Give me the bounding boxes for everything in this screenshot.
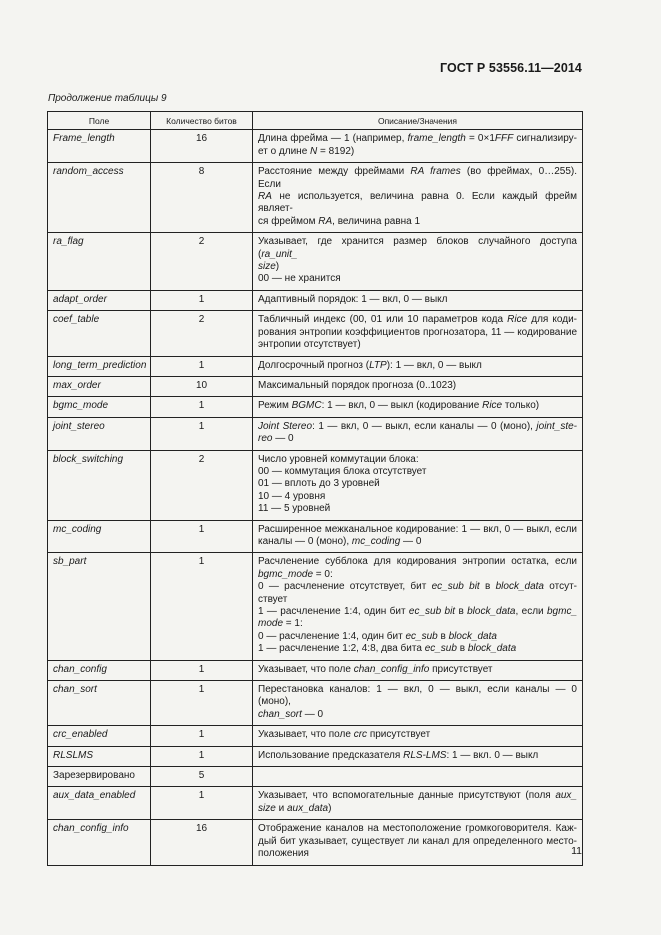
field-name-cell: chan_config xyxy=(48,660,151,680)
description-line: Долгосрочный прогноз (LTP): 1 — вкл, 0 — выкл xyxy=(258,359,482,371)
description-line: ся фреймом RA, величина равна 1 xyxy=(258,215,421,227)
field-name-cell: RLSLMS xyxy=(48,746,151,766)
field-name-cell: chan_sort xyxy=(48,681,151,726)
field-name-cell: chan_config_info xyxy=(48,820,151,865)
description-line: Расширенное межканальное кодирование: 1 — вкл, 0 — выкл, если xyxy=(258,523,577,535)
field-name-cell: sb_part xyxy=(48,553,151,660)
field-name-cell: bgmc_mode xyxy=(48,397,151,417)
table-continuation-caption: Продолжение таблицы 9 xyxy=(48,93,167,104)
bit-count-cell: 1 xyxy=(151,417,253,450)
description-cell xyxy=(253,553,583,660)
bit-count-cell: 16 xyxy=(151,820,253,865)
table-row xyxy=(48,746,583,766)
bitstream-fields-table xyxy=(47,111,583,866)
description-line: 10 — 4 уровня xyxy=(258,490,326,502)
bit-count-cell: 1 xyxy=(151,553,253,660)
table-row xyxy=(48,290,583,310)
field-name-cell: block_switching xyxy=(48,450,151,520)
description-line: 11 — 5 уровней xyxy=(258,503,331,515)
field-name-cell: Frame_length xyxy=(48,130,151,163)
description-line: Указывает, что вспомогательные данные присутствуют (поля aux_ xyxy=(258,790,577,802)
field-name-cell: crc_enabled xyxy=(48,726,151,746)
description-cell xyxy=(253,767,583,787)
description-line: Адаптивный порядок: 1 — вкл, 0 — выкл xyxy=(258,293,448,305)
bit-count-cell: 2 xyxy=(151,233,253,291)
bit-count-cell: 16 xyxy=(151,130,253,163)
description-line: ствует xyxy=(258,593,288,605)
bit-count-cell: 8 xyxy=(151,163,253,233)
field-name-cell: random_access xyxy=(48,163,151,233)
bit-count-cell: 1 xyxy=(151,746,253,766)
column-header-description: Описание/Значения xyxy=(253,112,583,130)
description-cell xyxy=(253,290,583,310)
bit-count-cell: 2 xyxy=(151,311,253,356)
bit-count-cell: 1 xyxy=(151,660,253,680)
column-header-field: Поле xyxy=(48,112,151,130)
description-line: ет о длине N = 8192) xyxy=(258,145,355,157)
bit-count-cell: 2 xyxy=(151,450,253,520)
field-name-cell: max_order xyxy=(48,376,151,396)
description-line: 1 — расчленение 1:2, 4:8, два бита ec_sub в block_data xyxy=(258,643,517,655)
description-cell xyxy=(253,417,583,450)
description-line: Перестановка каналов: 1 — вкл, 0 — выкл, если каналы — 0 (моно), xyxy=(258,684,577,708)
description-line: Указывает, что поле crc присутствует xyxy=(258,729,431,741)
bit-count-cell: 1 xyxy=(151,397,253,417)
table-row xyxy=(48,787,583,820)
description-line: 1 — расчленение 1:4, один бит ec_sub bit в block_data, если bgmc_ xyxy=(258,606,577,617)
bit-count-cell: 1 xyxy=(151,356,253,376)
bit-count-cell: 1 xyxy=(151,726,253,746)
field-name-cell: mc_coding xyxy=(48,520,151,553)
table-row xyxy=(48,726,583,746)
description-line: 00 — коммутация блока отсутствует xyxy=(258,465,427,477)
description-cell xyxy=(253,311,583,356)
description-cell xyxy=(253,397,583,417)
bit-count-cell: 1 xyxy=(151,290,253,310)
table-row xyxy=(48,520,583,553)
description-line: mode = 1: xyxy=(258,618,303,630)
description-line: size) xyxy=(258,261,280,273)
description-line: рования энтропии коэффициентов прогнозатора, 11 — кодирование xyxy=(258,326,577,338)
description-line: Отображение каналов на местоположение громкоговорителя. Каж- xyxy=(258,823,577,835)
description-line: Joint Stereo: 1 — вкл, 0 — выкл, если каналы — 0 (моно), joint_ste- xyxy=(258,420,577,432)
table-row xyxy=(48,767,583,787)
description-line: RA не используется, величина равна 0. Если каждый фрейм являет- xyxy=(258,191,577,215)
table-row xyxy=(48,820,583,865)
description-line: size и aux_data) xyxy=(258,802,332,814)
field-name-cell: aux_data_enabled xyxy=(48,787,151,820)
description-cell xyxy=(253,450,583,520)
description-cell xyxy=(253,681,583,726)
description-line: энтропии отсутствует) xyxy=(258,339,361,351)
description-line: Расстояние между фреймами RA frames (во фреймах, 0…255). Если xyxy=(258,166,577,190)
description-line: bgmc_mode = 0: xyxy=(258,568,333,580)
description-line: дый бит указывает, существует ли канал для определенного место- xyxy=(258,835,577,847)
description-line: Расчленение субблока для кодирования энтропии остатка, если xyxy=(258,556,577,568)
table-row xyxy=(48,397,583,417)
table-row xyxy=(48,163,583,233)
bit-count-cell: 5 xyxy=(151,767,253,787)
field-name-cell: long_term_prediction xyxy=(48,356,151,376)
description-line: Число уровней коммутации блока: xyxy=(258,453,419,465)
table-row xyxy=(48,356,583,376)
description-line: каналы — 0 (моно), mc_coding — 0 xyxy=(258,535,422,547)
table-row xyxy=(48,450,583,520)
field-name-cell: adapt_order xyxy=(48,290,151,310)
field-name-cell: ra_flag xyxy=(48,233,151,291)
description-line: Указывает, что поле chan_config_info присутствует xyxy=(258,663,493,675)
description-line: 01 — вплоть до 3 уровней xyxy=(258,478,380,490)
description-line: Длина фрейма — 1 (например, frame_length = 0×1FFF сигнализиру- xyxy=(258,133,578,145)
description-cell xyxy=(253,787,583,820)
table-row xyxy=(48,681,583,726)
description-cell xyxy=(253,520,583,553)
document-code: ГОСТ Р 53556.11—2014 xyxy=(439,61,582,75)
table-row xyxy=(48,553,583,660)
description-line: положения xyxy=(258,848,309,860)
description-cell xyxy=(253,130,583,163)
description-line: chan_sort — 0 xyxy=(258,708,324,720)
table-header-row xyxy=(48,112,583,130)
description-line: 00 — не хранится xyxy=(258,273,341,285)
table-row xyxy=(48,417,583,450)
table-row xyxy=(48,233,583,291)
description-cell xyxy=(253,726,583,746)
bit-count-cell: 10 xyxy=(151,376,253,396)
table-row xyxy=(48,311,583,356)
description-line: Использование предсказателя RLS-LMS: 1 — вкл. 0 — выкл xyxy=(258,749,539,761)
description-cell xyxy=(253,376,583,396)
description-line: Режим BGMC: 1 — вкл, 0 — выкл (кодирование Rice только) xyxy=(258,400,540,412)
description-line: reo — 0 xyxy=(258,433,294,445)
description-line: 0 — расчленение 1:4, один бит ec_sub в block_data xyxy=(258,630,497,642)
page-number: 11 xyxy=(571,845,582,857)
bit-count-cell: 1 xyxy=(151,681,253,726)
description-cell xyxy=(253,746,583,766)
column-header-bits: Количество битов xyxy=(151,112,253,130)
description-cell xyxy=(253,356,583,376)
description-line: Табличный индекс (00, 01 или 10 параметров кода Rice для коди- xyxy=(258,314,577,326)
field-name-cell: joint_stereo xyxy=(48,417,151,450)
description-cell xyxy=(253,163,583,233)
description-line: Максимальный порядок прогноза (0..1023) xyxy=(258,379,457,391)
description-cell xyxy=(253,820,583,865)
table-row xyxy=(48,130,583,163)
description-line: Указывает, где хранится размер блоков случайного доступа (ra_unit_ xyxy=(258,236,577,260)
bit-count-cell: 1 xyxy=(151,520,253,553)
description-cell xyxy=(253,660,583,680)
field-name-cell: coef_table xyxy=(48,311,151,356)
table-row xyxy=(48,660,583,680)
bit-count-cell: 1 xyxy=(151,787,253,820)
description-line: 0 — расчленение отсутствует, бит ec_sub bit в block_data отсут- xyxy=(258,581,578,593)
field-name-cell: Зарезервировано xyxy=(48,767,151,787)
description-cell xyxy=(253,233,583,291)
table-row xyxy=(48,376,583,396)
